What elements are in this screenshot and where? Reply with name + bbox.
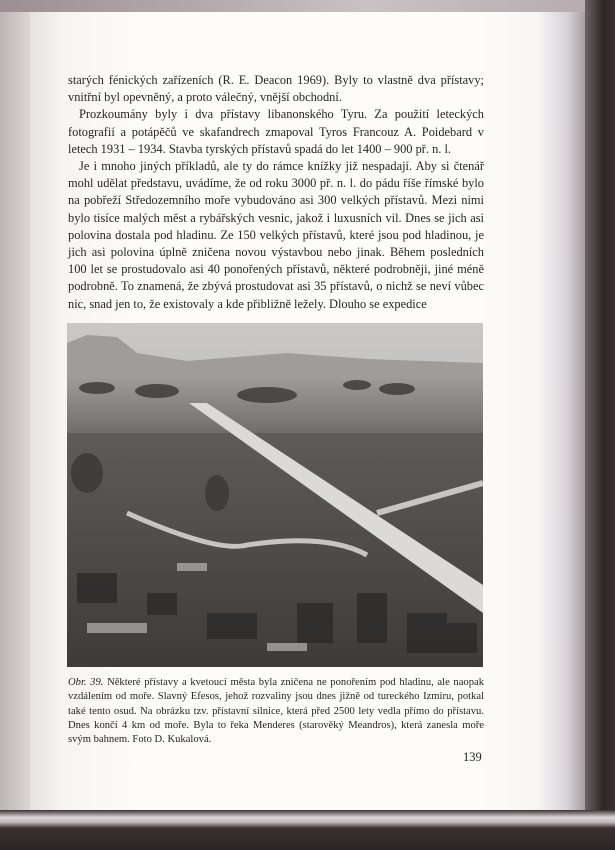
caption-text: Některé přístavy a kvetoucí města byla zničena ne ponořením pod hladinu, ale naopak vzdálením od moře. Slavný Efesos, jehož rozvaliny jsou dnes jižně od tureckého Izmiru, potkal také tento osud. Na obrázku tzv. přístavní silnice, která před 2500 lety vedla přímo do přístavu. Dnes končí 4 km od moře. Byla to řeka Menderes (starověký Meandros), která zanesla moře svým bahnem. Foto D. Kukalová. [68,677,485,746]
body-text [68,72,484,313]
book-cover-bottom-edge [0,810,615,850]
figure-caption [68,676,484,747]
page-number: 139 [463,750,482,764]
photo-illustration [67,323,483,667]
paragraph: starých fénických zařízeních (R. E. Deacon 1969). Byly to vlastně dva přístavy; vnitřní byl opevněný, a proto válečný, vnější obchodní. [68,73,484,105]
book-cover-top-edge [0,0,615,12]
page-stack-edge [540,12,585,812]
book-cover-right-edge [585,0,615,850]
figure-label: Obr. 39. [68,677,104,688]
plain [67,378,483,438]
paragraph: Je i mnoho jiných příkladů, ale ty do rámce knížky již nespadají. Aby si čtenář mohl udělat představu, uvádíme, že od roku 3000 př. n. l. do pádu říše římské bylo na pobřeží Středozemního moře vybudováno asi 300 velkých přístavů. Mezi nimi bylo tisíce malých měst a rybářských vesnic, jakož i luxusních vil. Dnes se jich asi polovina dostala pod hladinu. Ze 150 velkých přístavů, které jsou pod hladinou, je jich asi polovina úplně zničena novou výstavbou nebo jinak. Během posledních 100 let se prostudovalo asi 40 ponořených přístavů, některé podrobněji, jiné méně podrobně. To znamená, že zbývá prostudovat asi 35 přístavů, o nichž se neví vůbec nic, snad jen to, že existovaly a kde přibližně ležely. Dlouho se expedice [68,159,484,311]
paragraph: Prozkoumány byly i dva přístavy libanonského Tyru. Za použití leteckých fotografií a potápěčů ve skafandrech zmapoval Tyros Francouz A. Poidebard v letech 1931 – 1934. Stavba tyrských přístavů spadá do let 1400 – 900 př. n. l. [68,107,484,156]
figure-photo-efesos-harbour-road [67,323,483,667]
